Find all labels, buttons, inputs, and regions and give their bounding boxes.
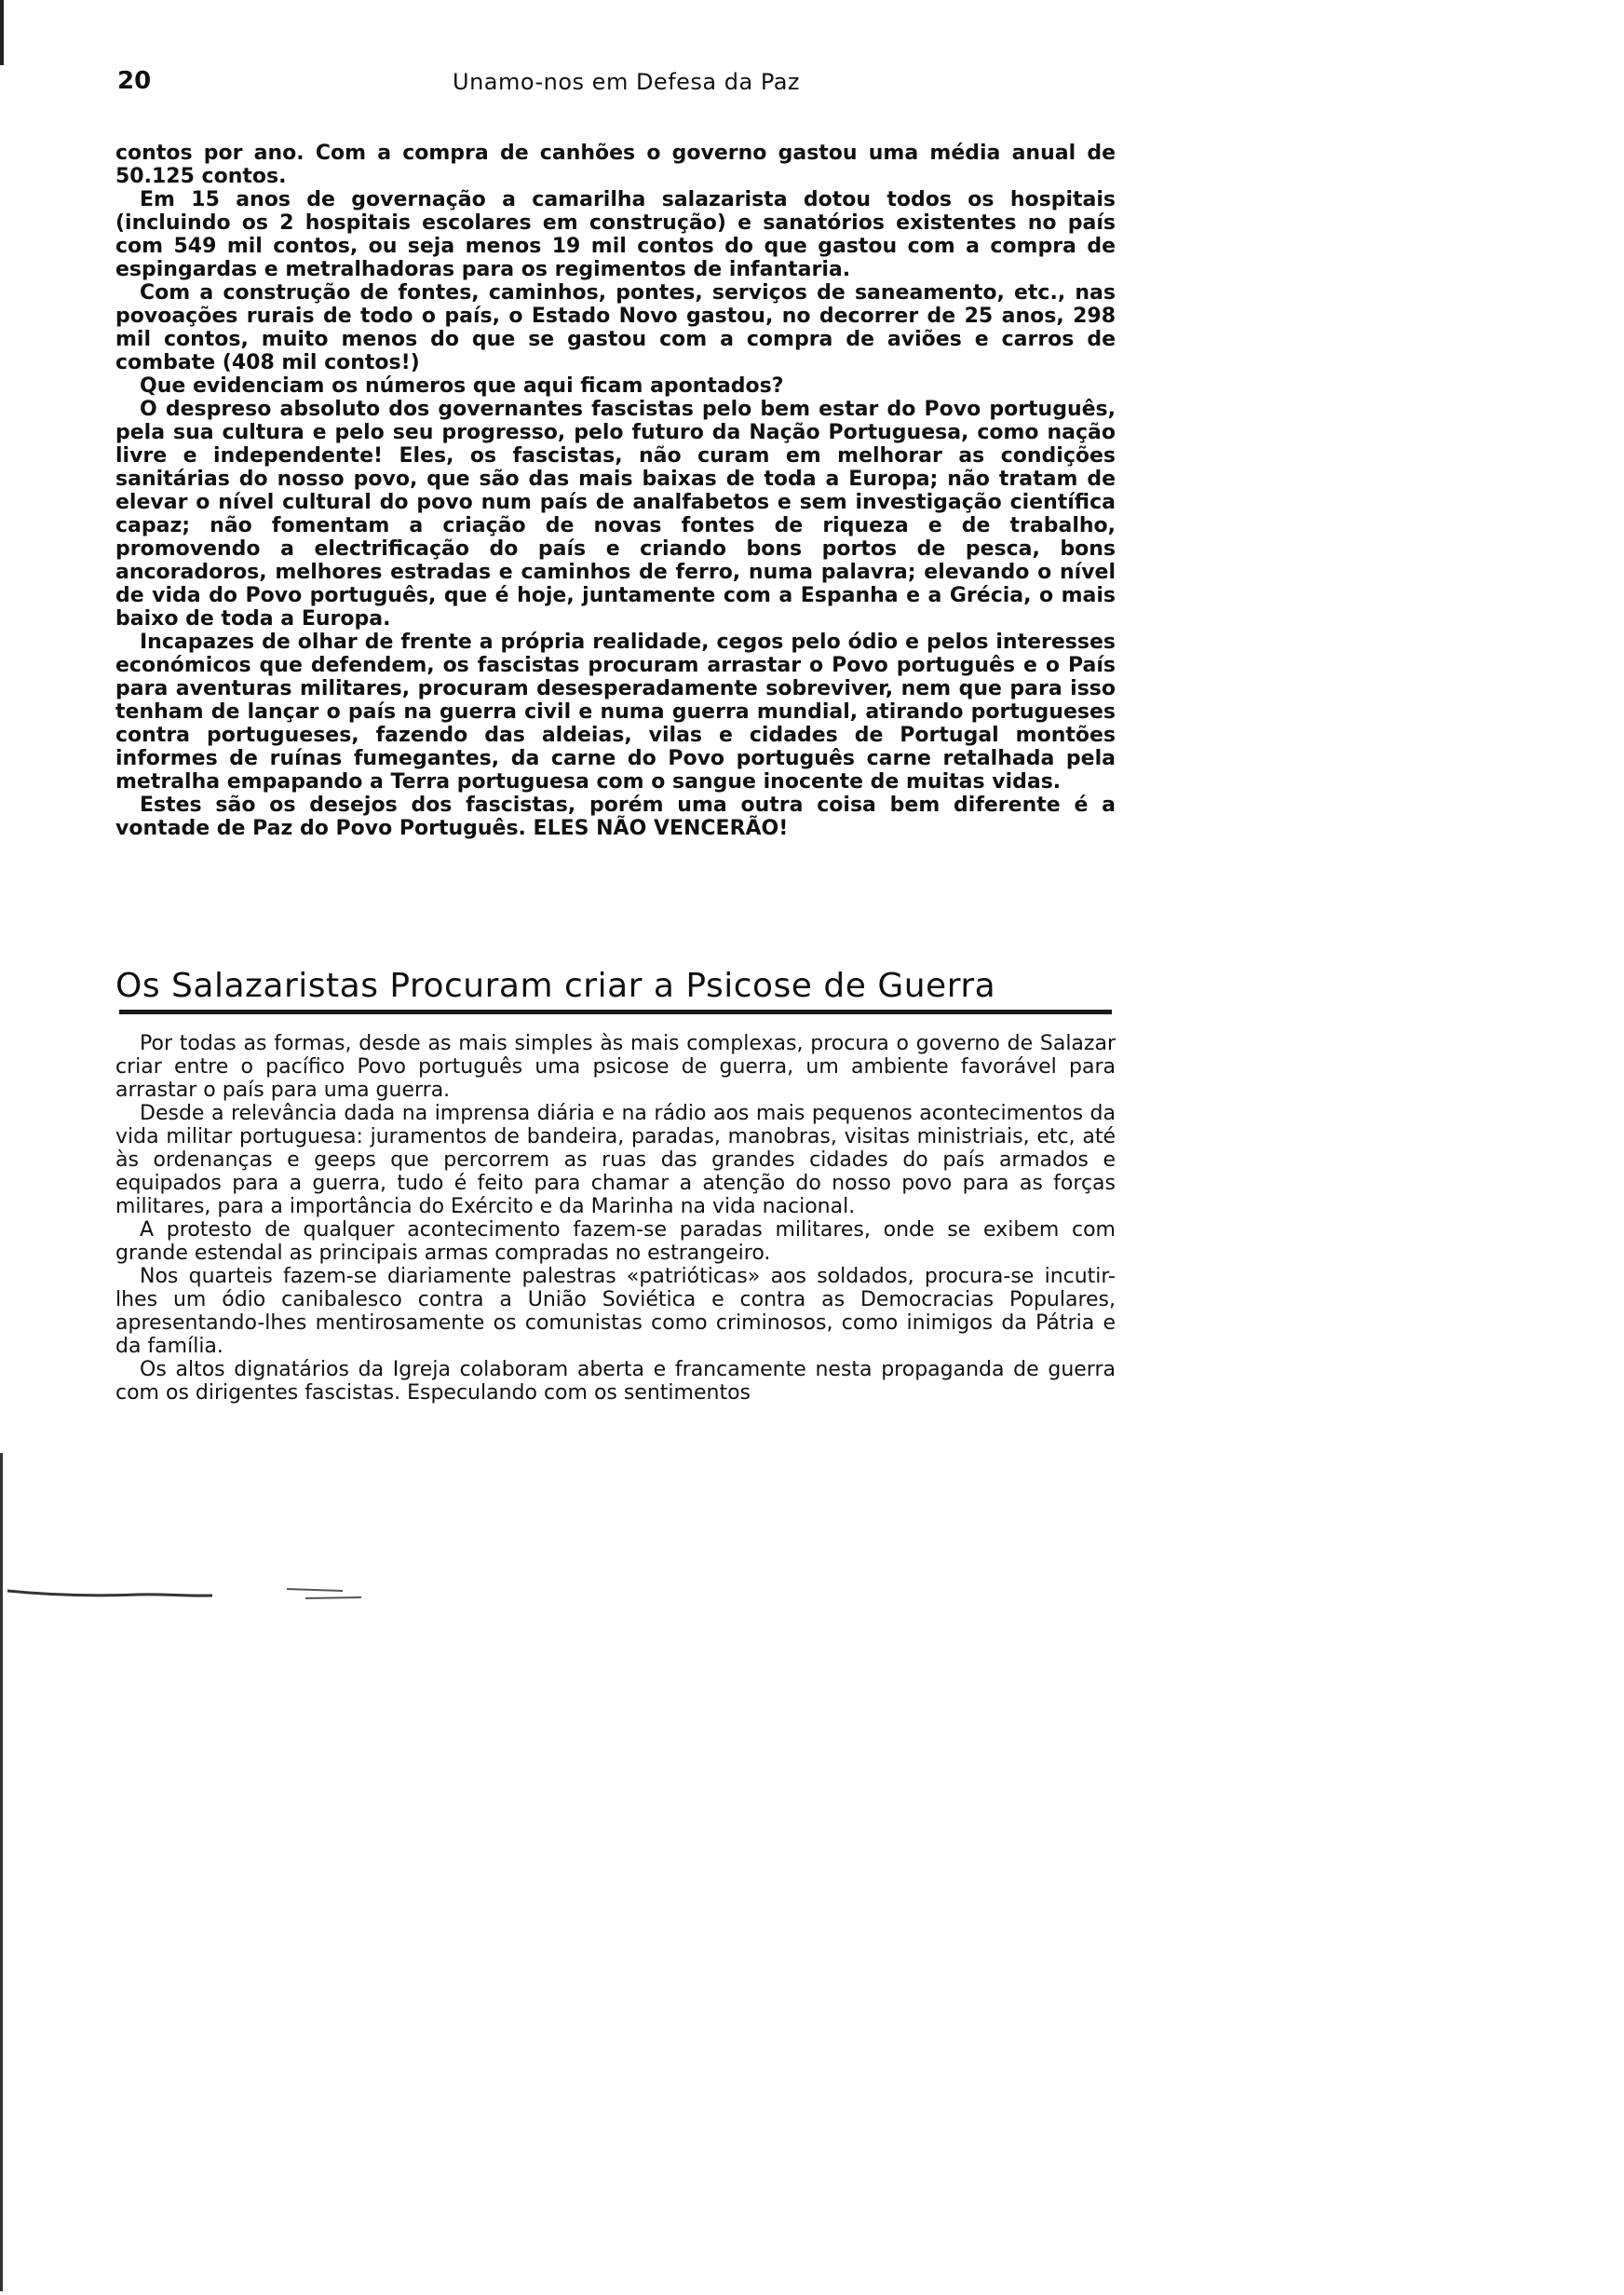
page-number: 20 [117, 67, 152, 95]
paragraph: Nos quarteis fazem-se diariamente palestras «patrióticas» aos soldados, procura-se incutir-lhes um ódio canibalesco contra a União Soviética e contra as Democracias Populares, apresentando-lhes mentirosamente os comunistas como criminosos, como inimigos da Pátria e da família. [115, 1265, 1116, 1358]
text-block-section [115, 1032, 1116, 1405]
scan-smudge [7, 1583, 399, 1604]
paragraph: A protesto de qualquer acontecimento fazem-se paradas militares, onde se exibem com grande estendal as principais armas compradas no estrangeiro. [115, 1218, 1116, 1265]
paragraph: Estes são os desejos dos fascistas, porém uma outra coisa bem diferente é a vontade de Paz do Povo Português. ELES NÃO VENCERÃO! [115, 794, 1116, 840]
section-heading: Os Salazaristas Procuram criar a Psicose de Guerra [115, 967, 996, 1005]
running-header [117, 67, 1114, 104]
running-title: Unamo-nos em Defesa da Paz [453, 69, 801, 95]
paragraph: Que evidenciam os números que aqui ficam apontados? [140, 374, 784, 398]
paragraph: Por todas as formas, desde as mais simples às mais complexas, procura o governo de Salazar criar entre o pacífico Povo português uma psicose de guerra, um ambiente favorável para arrastar o país para uma guerra. [115, 1032, 1116, 1102]
text-block-intro [115, 142, 1116, 840]
heading-underline [119, 1010, 1112, 1014]
paragraph: Em 15 anos de governação a camarilha salazarista dotou todos os hospitais (incluindo os 2 hospitais escolares em construção) e sanatórios existentes no país com 549 mil contos, ou seja menos 19 mil contos do que gastou com a compra de espingardas e metralhadoras para os regimentos de infantaria. [115, 188, 1116, 281]
scan-edge-mark [0, 1453, 3, 2291]
paragraph: contos por ano. Com a compra de canhões o governo gastou uma média anual de 50.125 contos. [115, 142, 1116, 188]
paragraph: Com a construção de fontes, caminhos, pontes, serviços de saneamento, etc., nas povoações rurais de todo o país, o Estado Novo gastou, no decorrer de 25 anos, 298 mil contos, muito menos do que se gastou com a compra de aviões e carros de combate (408 mil contos!) [115, 281, 1116, 374]
paragraph: O despreso absoluto dos governantes fascistas pelo bem estar do Povo português, pela sua cultura e pelo seu progresso, pelo futuro da Nação Portuguesa, como nação livre e independente! Eles, os fascistas, não curam em melhorar as condições sanitárias do nosso povo, que são das mais baixas de toda a Europa; não tratam de elevar o nível cultural do povo num país de analfabetos e sem investigação científica capaz; não fomentam a criação de novas fontes de riqueza e de trabalho, promovendo a electrificação do país e criando bons portos de pesca, bons ancoradoros, melhores estradas e caminhos de ferro, numa palavra; elevando o nível de vida do Povo português, que é hoje, juntamente com a Espanha e a Grécia, o mais baixo de toda a Europa. [115, 398, 1116, 631]
paragraph: Os altos dignatários da Igreja colaboram aberta e francamente nesta propaganda de guerra com os dirigentes fascistas. Especulando com os sentimentos [115, 1358, 1116, 1405]
scan-edge-mark [0, 0, 4, 65]
paragraph: Incapazes de olhar de frente a própria realidade, cegos pelo ódio e pelos interesses económicos que defendem, os fascistas procuram arrastar o Povo português e o País para aventuras militares, procuram desesperadamente sobreviver, nem que para isso tenham de lançar o país na guerra civil e numa guerra mundial, atirando portugueses contra portugueses, fazendo das aldeias, vilas e cidades de Portugal montões informes de ruínas fumegantes, da carne do Povo português carne retalhada pela metralha empapando a Terra portuguesa com o sangue inocente de muitas vidas. [115, 631, 1116, 794]
paragraph: Desde a relevância dada na imprensa diária e na rádio aos mais pequenos acontecimentos da vida militar portuguesa: juramentos de bandeira, paradas, manobras, visitas ministriais, etc, até às ordenanças e geeps que percorrem as ruas das grandes cidades do país armados e equipados para a guerra, tudo é feito para chamar a atenção do nosso povo para as forças militares, para a importância do Exército e da Marinha na vida nacional. [115, 1102, 1116, 1218]
